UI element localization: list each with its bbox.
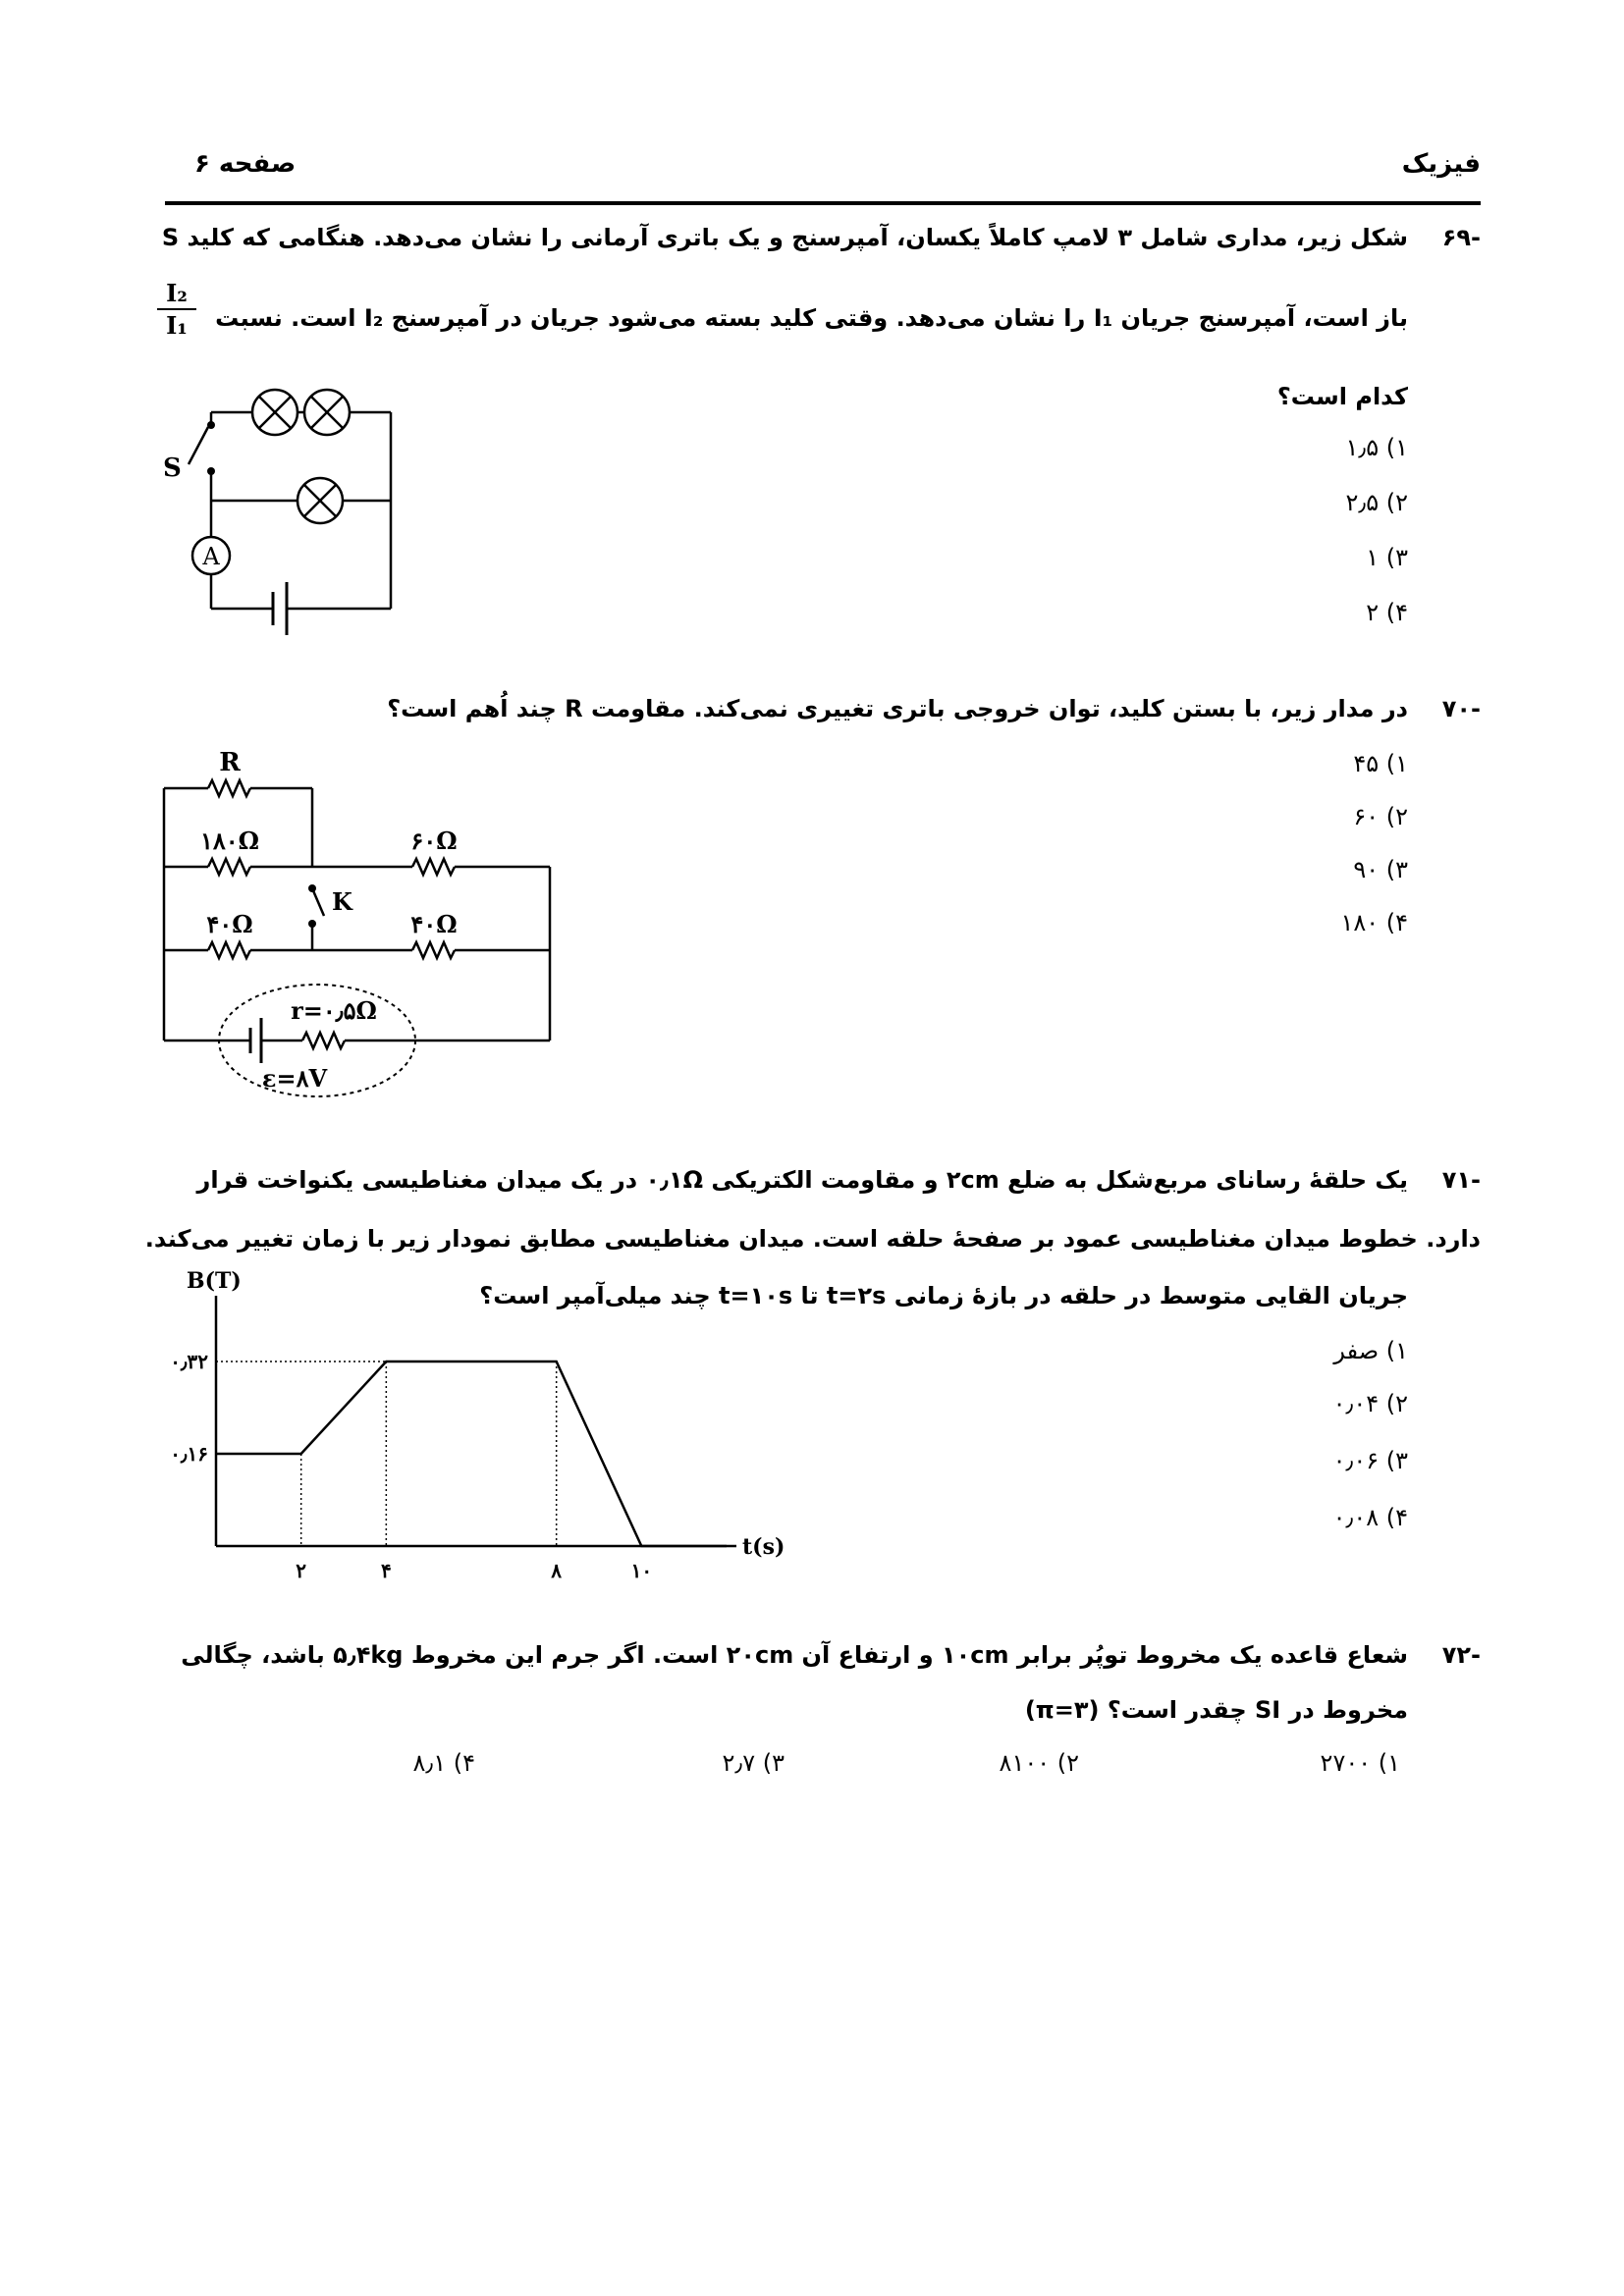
q70-circuit-diagram: [157, 741, 569, 1153]
q71-option-4[interactable]: ۴) ۰٫۰۸: [1332, 1504, 1408, 1531]
q69-option-4[interactable]: ۴) ۲: [1366, 599, 1408, 626]
r40-right-label: ۴۰Ω: [410, 910, 458, 938]
lamp-icon-2: [304, 390, 350, 435]
question-70-number: -۷۰: [1441, 695, 1481, 722]
chart-tick-labels: [170, 1350, 652, 1582]
q70-option-2[interactable]: ۲) ۶۰: [1353, 803, 1408, 830]
question-72-line2: مخروط در SI چقدر است؟ (π=۳): [1024, 1696, 1408, 1724]
q70-option-1[interactable]: ۱) ۴۵: [1353, 750, 1408, 777]
chart-series: [216, 1362, 727, 1546]
internal-resistance-label: r=۰٫۵Ω: [291, 996, 377, 1025]
q69-option-2[interactable]: ۲) ۲٫۵: [1345, 489, 1408, 516]
q72-option-1[interactable]: ۱) ۲۷۰۰: [1320, 1749, 1400, 1777]
question-71-line2: دارد. خطوط میدان مغناطیسی عمود بر صفحهٔ حلقه است. میدان مغناطیسی مطابق نمودار زیر با زمان تغییر می‌کند.: [144, 1225, 1481, 1253]
r-label: R: [219, 748, 241, 777]
q72-option-4[interactable]: ۴) ۸٫۱: [412, 1749, 475, 1777]
q69-circuit-diagram: [157, 388, 412, 653]
x-axis-label: t(s): [742, 1534, 785, 1560]
question-69-line1: شکل زیر، مداری شامل ۳ لامپ کاملاً یکسان، آمپرسنج و یک باتری آرمانی را نشان می‌دهد. هنگامی که کلید S: [161, 224, 1408, 251]
header-divider: [165, 201, 1481, 205]
q71-option-2[interactable]: ۲) ۰٫۰۴: [1332, 1390, 1408, 1417]
q72-option-2[interactable]: ۲) ۸۱۰۰: [999, 1749, 1079, 1777]
switch-contact-bottom: [207, 467, 215, 475]
chart-axes: [216, 1296, 736, 1546]
question-71-number: -۷۱: [1441, 1166, 1481, 1194]
q70-option-4[interactable]: ۴) ۱۸۰: [1340, 909, 1408, 936]
ratio-numerator: I₂: [166, 279, 188, 307]
q69-option-3[interactable]: ۳) ۱: [1366, 544, 1408, 571]
lamp-icon-1: [252, 390, 298, 435]
b-field-line: [216, 1362, 727, 1546]
switch-contact-top: [207, 421, 215, 429]
k-switch-contact-top: [308, 884, 316, 892]
question-69-line2: باز است، آمپرسنج جریان I₁ را نشان می‌دهد. وقتی کلید بسته می‌شود جریان در آمپرسنج I₂ است. نسبت: [215, 304, 1408, 332]
y-tick-label: ۰٫۱۶: [170, 1442, 208, 1466]
ratio-bar: [157, 308, 196, 310]
subject-title: فیزیک: [1401, 149, 1481, 179]
r40-left-label: ۴۰Ω: [206, 910, 253, 938]
question-70-text: در مدار زیر، با بستن کلید، توان خروجی باتری تغییری نمی‌کند. مقاومت R چند اُهم است؟: [387, 695, 1408, 722]
switch-label: S: [163, 454, 182, 483]
question-69-line3: کدام است؟: [1276, 383, 1408, 410]
emf-label: ε=۸V: [261, 1064, 328, 1093]
k-label: K: [332, 887, 352, 916]
q72-option-3[interactable]: ۳) ۲٫۷: [722, 1749, 785, 1777]
question-72-line1: شعاع قاعده یک مخروط توپُر برابر ۱۰cm و ارتفاع آن ۲۰cm است. اگر جرم این مخروط ۵٫۴kg باشد، چگالی: [181, 1641, 1408, 1669]
x-tick-label: ۴: [380, 1559, 392, 1582]
q71-option-1[interactable]: ۱) صفر: [1333, 1337, 1408, 1364]
x-tick-label: ۲: [296, 1559, 307, 1582]
k-switch-contact-bottom: [308, 920, 316, 928]
page-number: صفحه ۶: [194, 149, 297, 179]
question-71-line1: یک حلقهٔ رسانای مربع‌شکل به ضلع ۲cm و مقاومت الکتریکی ۰٫۱Ω در یک میدان مغناطیسی یکنواخت قرار: [196, 1166, 1408, 1194]
question-69-number: -۶۹: [1441, 224, 1481, 251]
x-tick-label: ۱۰: [630, 1559, 653, 1582]
q69-option-1[interactable]: ۱) ۱٫۵: [1345, 434, 1408, 461]
y-tick-label: ۰٫۳۲: [170, 1350, 208, 1373]
y-axis-label: B(T): [187, 1268, 242, 1294]
x-tick-label: ۸: [551, 1559, 563, 1582]
q70-option-3[interactable]: ۳) ۹۰: [1353, 856, 1408, 883]
r60-label: ۶۰Ω: [410, 827, 458, 855]
ratio-denominator: I₁: [166, 311, 188, 340]
q71-option-3[interactable]: ۳) ۰٫۰۶: [1332, 1447, 1408, 1474]
current-ratio: [157, 279, 196, 340]
ammeter-label: A: [202, 543, 220, 570]
question-71-line3: جریان القایی متوسط در حلقه در بازهٔ زمانی t=۲s تا t=۱۰s چند میلی‌آمپر است؟: [479, 1282, 1408, 1309]
r180-label: ۱۸۰Ω: [199, 827, 260, 855]
lamp-icon-3: [298, 478, 343, 523]
question-72-number: -۷۲: [1441, 1641, 1481, 1669]
b-vs-t-chart: [147, 1268, 785, 1590]
